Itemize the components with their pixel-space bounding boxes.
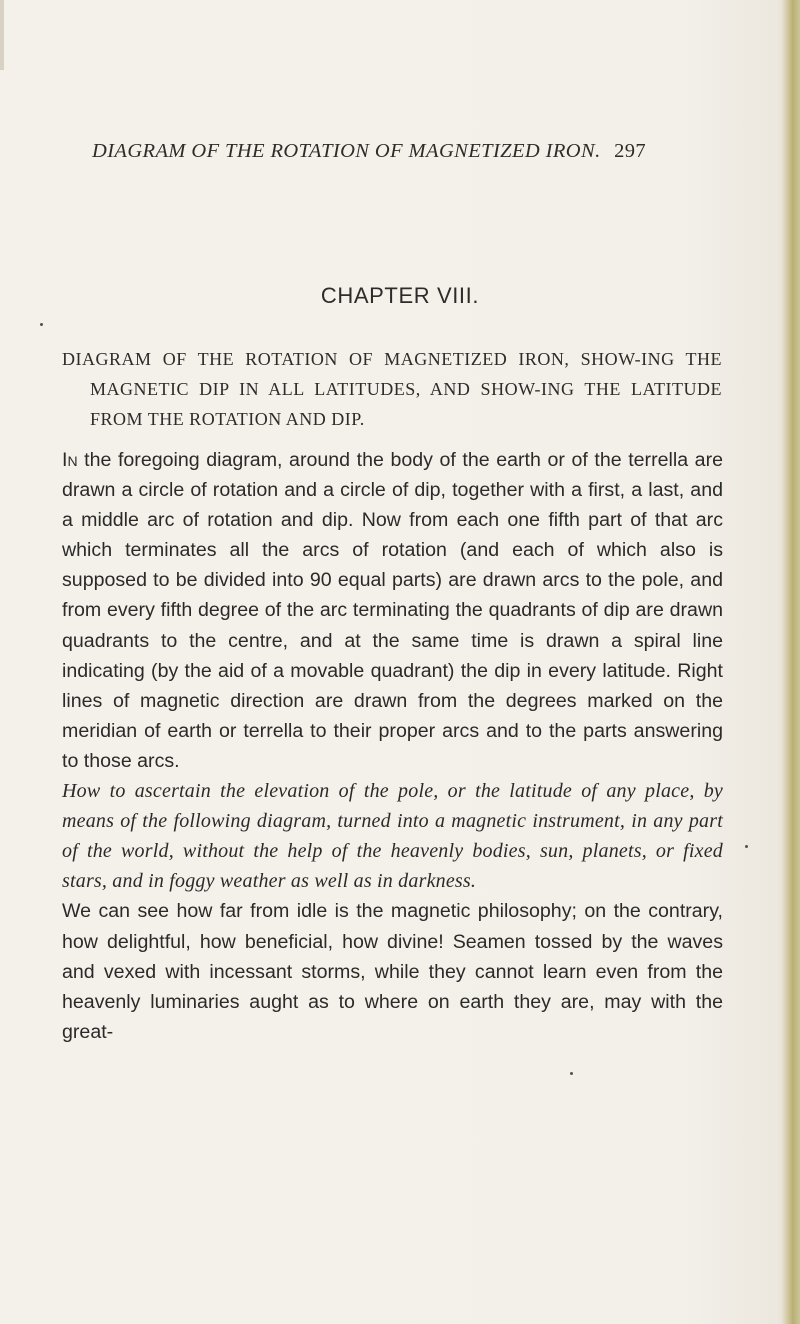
paragraph-2-italic: How to ascertain the elevation of the pole, or the latitude of any place, by means of the following diagram, turned into a magnetic instrument, in any part of the world, without the help of the heavenly bodies, sun, planets, or fixed stars, and in foggy weather as well as in darkness.	[62, 780, 723, 893]
page-edge-left	[0, 0, 4, 70]
running-head-title: DIAGRAM OF THE ROTATION OF MAGNETIZED IRON.	[92, 140, 601, 162]
body-text	[62, 445, 723, 1047]
paragraph-1-text: the foregoing diagram, around the body of the earth or of the terrella are drawn a circle of rotation and a circle of dip, together with a first, a last, and a middle arc of rotation and dip. Now from each one fifth part of that arc which terminates all the arcs of rotation (and each of which also is supposed to be divided into 90 equal parts) are drawn arcs to the pole, and from every fifth degree of the arc terminating the quadrants of dip are drawn quadrants to the centre, and at the same time is drawn a spiral line indicating (by the aid of a movable quadrant) the dip in every latitude. Right lines of magnetic direction are drawn from the degrees marked on the meridian of earth or terrella to their proper arcs and to the parts answering to those arcs.	[62, 449, 723, 772]
speck-mark	[745, 845, 748, 848]
running-head	[92, 140, 722, 163]
page-number: 297	[614, 140, 647, 162]
speck-mark	[570, 1072, 573, 1075]
page-edge-right	[782, 0, 800, 1324]
paragraph-1-lead: In	[62, 449, 78, 471]
paragraph-1	[62, 445, 723, 776]
chapter-heading: CHAPTER VIII.	[320, 283, 480, 308]
speck-mark	[40, 323, 43, 326]
chapter-subtitle: DIAGRAM OF THE ROTATION OF MAGNETIZED IRON, SHOW-ING THE MAGNETIC DIP IN ALL LATITUDES, AND SHOW-ING THE LATITUDE FROM THE ROTATION AND DIP.	[62, 349, 722, 429]
paragraph-3: We can see how far from idle is the magnetic philosophy; on the contrary, how delightful, how beneficial, how divine! Seamen tossed by the waves and vexed with incessant storms, while they cannot learn even from the heavenly luminaries aught as to where on earth they are, may with the great-	[62, 900, 723, 1043]
